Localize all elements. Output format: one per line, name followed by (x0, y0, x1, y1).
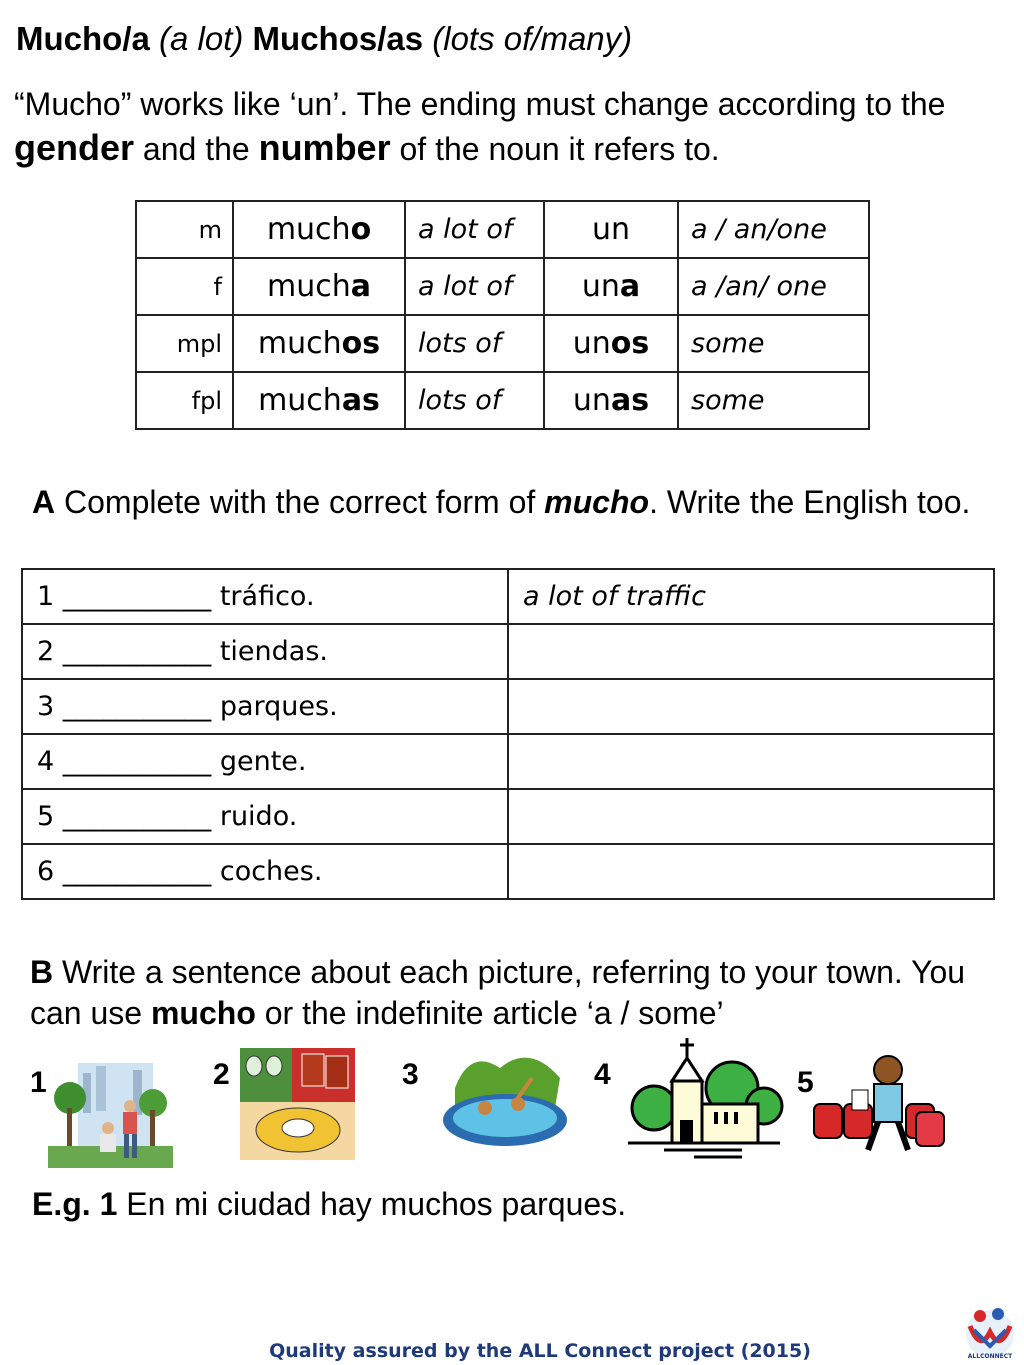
article-english: some (678, 372, 869, 429)
mucho-form: mucha (233, 258, 405, 315)
gender-label: m (136, 201, 233, 258)
exercise-question: 6 ___________ coches. (22, 844, 508, 899)
article-form: unos (544, 315, 678, 372)
mucho-form: muchos (233, 315, 405, 372)
mucho-english: lots of (405, 315, 544, 372)
exercise-row (22, 844, 994, 899)
exercise-question: 2 ___________ tiendas. (22, 624, 508, 679)
picture-number: 3 (402, 1058, 419, 1091)
all-connect-logo (960, 1302, 1020, 1362)
exercise-question: 1 ___________ tráfico. (22, 569, 508, 624)
answer-cell[interactable] (508, 679, 994, 734)
article-english: a /an/ one (678, 258, 869, 315)
restaurant-icon (240, 1048, 355, 1160)
exercise-table (21, 568, 995, 900)
mucho-english: a lot of (405, 201, 544, 258)
grammar-row (136, 201, 869, 258)
cinema-icon (812, 1052, 947, 1154)
exercise-row (22, 734, 994, 789)
mucho-form: mucho (233, 201, 405, 258)
exercise-question: 4 ___________ gente. (22, 734, 508, 789)
grammar-row (136, 315, 869, 372)
exercise-question: 3 ___________ parques. (22, 679, 508, 734)
example-sentence: E.g. 1 En mi ciudad hay muchos parques. (32, 1186, 627, 1222)
footer-credit: Quality assured by the ALL Connect project (2015) (269, 1340, 811, 1362)
section-b-instruction: B Write a sentence about each picture, referring to your town. You can use mucho or the indefinite article ‘a / some’ (30, 954, 966, 1031)
gender-label: fpl (136, 372, 233, 429)
page-title: Mucho/a (a lot) Muchos/as (lots of/many) (16, 20, 633, 57)
park-icon (48, 1058, 173, 1168)
exercise-row (22, 624, 994, 679)
swimming-pool-icon (440, 1048, 570, 1148)
svg-text:ALLCONNECT: ALLCONNECT (967, 1353, 1013, 1360)
picture-number: 5 (797, 1066, 814, 1099)
picture-number: 2 (213, 1058, 230, 1091)
gender-label: f (136, 258, 233, 315)
church-icon (624, 1036, 784, 1164)
article-form: una (544, 258, 678, 315)
answer-cell[interactable] (508, 624, 994, 679)
article-form: unas (544, 372, 678, 429)
section-a-instruction: A Complete with the correct form of mucho. Write the English too. (32, 484, 971, 520)
exercise-question: 5 ___________ ruido. (22, 789, 508, 844)
exercise-row (22, 569, 994, 624)
picture-number: 4 (594, 1058, 611, 1091)
picture-number: 1 (30, 1066, 47, 1099)
answer-cell[interactable] (508, 789, 994, 844)
answer-cell[interactable] (508, 734, 994, 789)
grammar-table (135, 200, 870, 430)
exercise-row (22, 679, 994, 734)
article-english: a / an/one (678, 201, 869, 258)
answer-cell[interactable]: a lot of traffic (508, 569, 994, 624)
intro-text: “Mucho” works like ‘un’. The ending must change according to the gender and the number of the noun it refers to. (14, 86, 946, 168)
mucho-form: muchas (233, 372, 405, 429)
exercise-row (22, 789, 994, 844)
article-english: some (678, 315, 869, 372)
mucho-english: lots of (405, 372, 544, 429)
gender-label: mpl (136, 315, 233, 372)
grammar-row (136, 372, 869, 429)
article-form: un (544, 201, 678, 258)
mucho-english: a lot of (405, 258, 544, 315)
answer-cell[interactable] (508, 844, 994, 899)
grammar-row (136, 258, 869, 315)
